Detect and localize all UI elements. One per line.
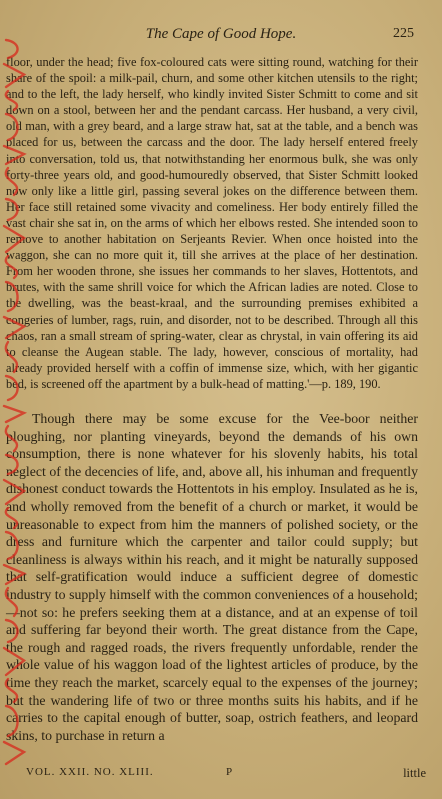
stamp-stroke xyxy=(6,282,18,311)
quoted-passage xyxy=(6,54,418,392)
stamp-stroke xyxy=(4,226,24,252)
stamp-stroke xyxy=(6,532,18,559)
volume-signature: VOL. XXII. NO. XLIII. xyxy=(26,766,154,778)
stamp-stroke xyxy=(6,588,17,616)
stamp-stroke xyxy=(6,168,17,195)
stamp-stroke xyxy=(6,40,18,58)
running-title: The Cape of Good Hope. xyxy=(145,26,297,42)
stamp-stroke xyxy=(6,508,17,528)
stamp-stroke xyxy=(6,376,18,400)
stamp-stroke xyxy=(6,706,18,736)
stamp-stroke xyxy=(4,317,24,338)
prose-paragraph: Though there may be some excuse for the Vee-boor neither ploughing, nor planting vineyards, beyond the demands of his own consumption, there is none whatever for his slovenly habits, his total neglect of the decencies of life, and, above all, his inhuman and frequently dishonest conduct towards the Hottentots in his employ. Insulated as he is, and wholly removed from the benefit of a church or market, it would be unreasonable to expect from him the manners of polished society, or the dress and furniture which the carpenter and tailor could supply; but cleanliness is always within his reach, and it might be naturally supposed that self-gratification would induce a sufficient degree of domestic industry to supply himself with the common conveniences of a household;—not so: he prefers seeking them at a distance, and at an expense of toil and suffering far beyond their worth. The great distance from the Cape, the rough and ragged roads, the rivers frequently unfordable, render the whole value of his waggon load of the lightest articles of produce, by the time they reach the market, scarcely equal to the expenses of the journey; but the wandering life of two or three months suits his habits, and if he carries to the capital enough of butter, soap, ostrich feathers, and leopard skins, to purchase in return a xyxy=(6,411,418,743)
main-text xyxy=(6,410,418,744)
stamp-stroke xyxy=(6,199,18,220)
stamp-stroke xyxy=(4,64,24,87)
stamp-stroke xyxy=(6,91,17,110)
stamp-stroke xyxy=(4,146,24,164)
stamp-stroke xyxy=(4,648,24,675)
stamp-stroke xyxy=(4,565,24,584)
stamp-stroke xyxy=(6,114,18,140)
quote-paragraph: floor, under the head; five fox-coloured cats were sitting round, watching for their share of the spoil: a milk-pail, churn, and some other kitchen utensils to the right; and to the left, the lady herself, who kindly invited Sister Schmitt to come and sit down on a stool, between her and the pendant carcass. Her husband, a very civil, old man, with a grey beard, and a large straw hat, sat at the table, and a bench was placed for us, between the carcass and the door. The lady herself entered freely into conversation, told us, that notwithstanding her enormous bulk, she was only forty-three years old, and good-humouredly observed, that Sister Schmitt looked now only like a little girl, passing several jokes on the difference between them. Her face still retained some vivacity and comeliness. Her body entirely filled the vast chair she sat in, on the arms of which her elbows rested. She intended soon to remove to another habitation on Serjeants Revier. When once hoisted into the waggon, she can no more quit it, till she arrives at the place of her destination. From her wooden throne, she issues her commands to her slaves, Hottentots, and brutes, with the same shrill voice for which the African ladies are noted. Close to the dwelling, was the beast-kraal, and the surrounding premises exhibited a congeries of lumber, rags, ruin, and disorder, not to be described. Through all this chaos, ran a small stream of spring-water, clear as chrystal, in vain offering its aid to cleanse the Augean stable. The lady, however, conscious of mortality, had already provided herself with a coffin of immense size, which, with her gigantic bed, is screened off the apartment by a bulk-head of matting.'—p. 189, 190. xyxy=(6,55,418,391)
page-header xyxy=(0,26,442,48)
stamp-stroke xyxy=(6,679,17,702)
stamp-stroke xyxy=(6,426,17,451)
stamp-stroke xyxy=(6,455,18,474)
stamp-stroke xyxy=(4,742,24,764)
stamp-stroke xyxy=(6,620,18,642)
page-number: 225 xyxy=(393,26,414,41)
catchword: little xyxy=(403,766,426,780)
stamp-stroke xyxy=(6,342,17,372)
stamp-stroke xyxy=(4,406,24,422)
stamp-stroke xyxy=(4,480,24,504)
stamp-stroke xyxy=(6,256,17,278)
page-footer xyxy=(26,766,426,784)
signature-mark: P xyxy=(226,766,233,778)
library-stamp-mark xyxy=(0,36,30,776)
